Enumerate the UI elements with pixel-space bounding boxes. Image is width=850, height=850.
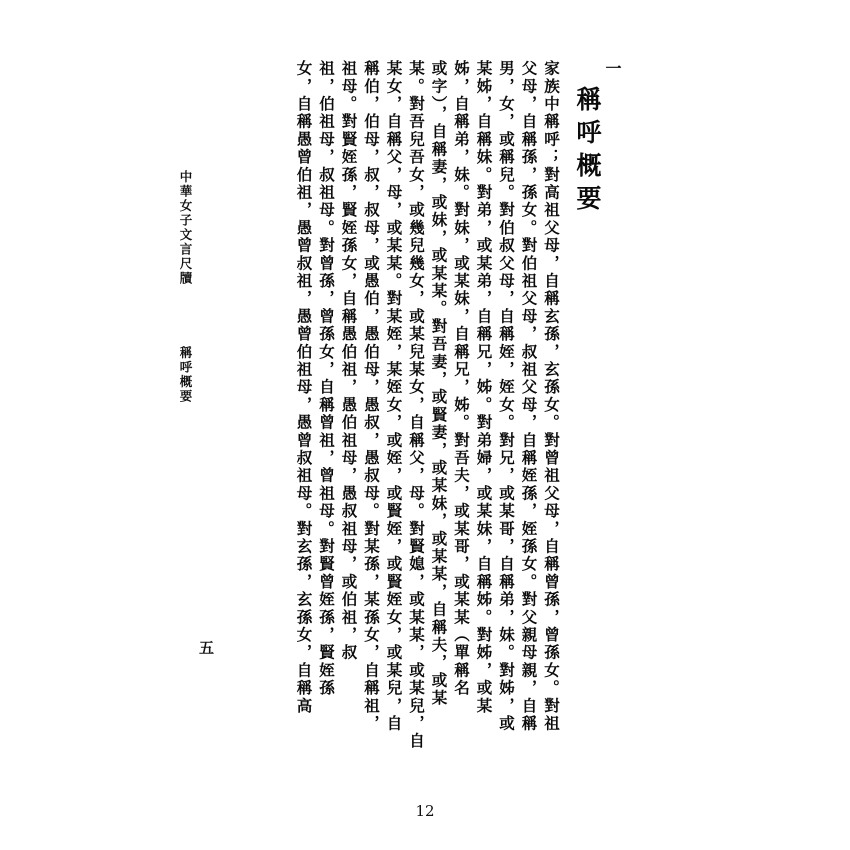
text-column: 男，女，或稱兒。對伯叔父母，自稱姪，姪女。對兄，或某哥，自稱弟，妹。對姊，或 [497, 60, 516, 733]
text-column: 家族中稱呼；對高祖父母，自稱玄孫，玄孫女。對曾祖父母，自稱曾孫，曾孫女。對祖 [542, 60, 561, 733]
text-column: 父母，自稱孫，孫女。對伯祖父母，叔祖父母，自稱姪孫，姪孫女。對父親母親，自稱 [519, 60, 539, 733]
section-number: 一 [603, 60, 622, 78]
text-column: 或字），自稱妻，或妹，或某某。對吾妻，或賢妻，或某妹，或某某，自稱夫，或某 [429, 60, 449, 708]
page-number: 12 [415, 802, 435, 820]
vertical-text-block [289, 60, 620, 760]
text-column: 某。對吾兒吾女，或幾兒幾女，或某兒某女，自稱父，母。對賢媳，或某某，或某兒，自 [407, 60, 426, 751]
text-column: 祖母。對賢姪孫，賢姪孫女，自稱愚伯祖，愚伯祖母，愚叔祖母，或伯祖，叔 [339, 60, 359, 662]
text-column: 某女，自稱父，母，或某某。對某姪，某姪女，或姪，或賢姪，或賢姪女，或某兒，自 [384, 60, 404, 733]
text-column: 某姊，自稱妹。對弟，或某弟，自稱兄，姊。對弟婦，或某妹，自稱姊。對姊，或某 [474, 60, 494, 715]
text-column: 稱伯，伯母，叔，叔母，或愚伯，愚伯母，愚叔，愚叔母。對某孫，某孫女，自稱祖， [362, 60, 381, 733]
chapter-folio-number: 五 [197, 640, 215, 655]
text-column: 女，自稱愚曾伯祖，愚曾叔祖，愚曾伯祖母，愚曾叔祖母。對玄孫，玄孫女，自稱高 [294, 60, 314, 715]
text-column: 姊，自稱弟，妹。對妹，或某妹，自稱兄，姊。對吾夫，或某哥，或某某（單稱名 [452, 60, 471, 698]
running-head-book-title: 中華女子文言尺牘 [178, 170, 193, 286]
running-head-chapter: 稱呼概要 [178, 346, 193, 404]
running-head [176, 170, 194, 404]
section-title: 稱呼概要 [573, 86, 602, 218]
text-column: 祖，伯祖母，叔祖母。對曾孫，曾孫女，自稱曾祖，曾祖母。對賢曾姪孫，賢姪孫 [317, 60, 336, 698]
